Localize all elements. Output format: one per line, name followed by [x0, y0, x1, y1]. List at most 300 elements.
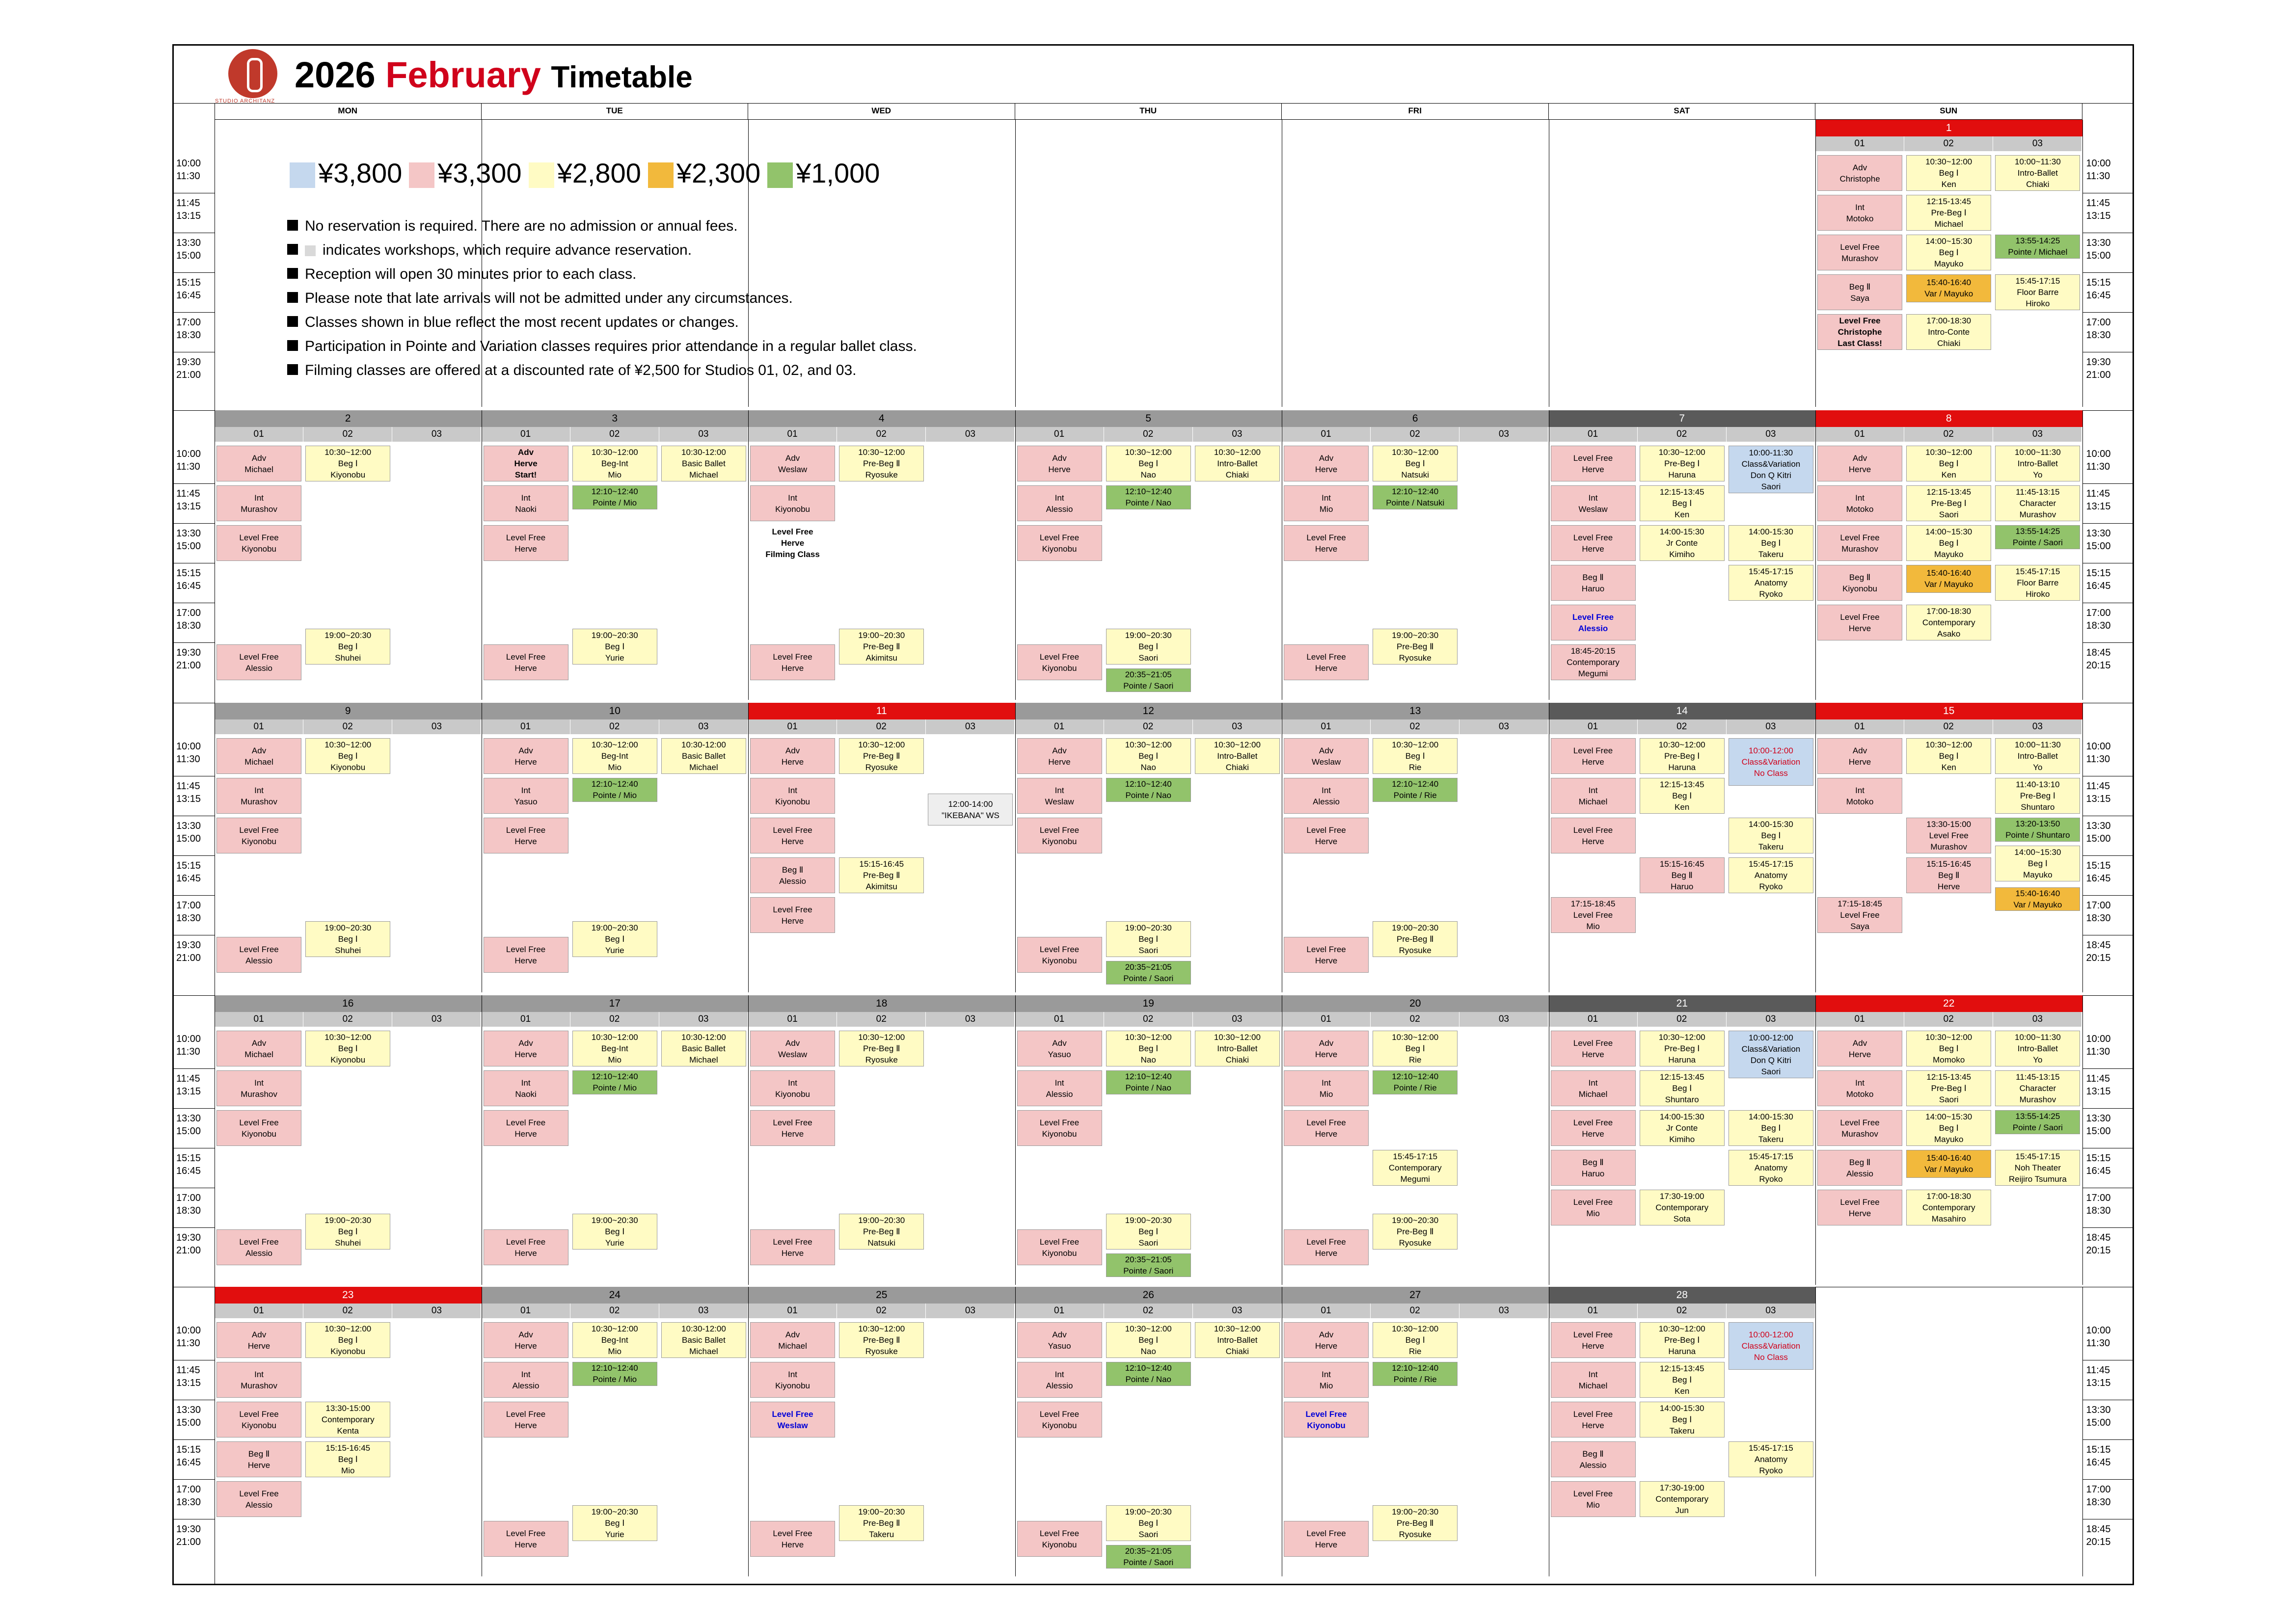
date-bar: 12 [1015, 703, 1282, 719]
class-cell-line: Murashov [1841, 253, 1878, 263]
class-cell-line: Level Free [773, 905, 812, 914]
row-divider [172, 1068, 215, 1069]
class-cell [1729, 738, 1813, 786]
class-cell [1640, 778, 1725, 814]
row-divider [172, 1227, 215, 1228]
date-bar: 22 [1815, 995, 2082, 1012]
studio-label-01: 01 [215, 1304, 303, 1318]
class-cell-line: 19:00~20:30 [324, 1215, 372, 1225]
row-divider [172, 523, 215, 524]
class-cell-line: Pre-Beg Ⅱ [863, 1226, 900, 1236]
class-cell-line: Kenta [337, 1426, 359, 1436]
class-cell-line: Level Free [1573, 745, 1613, 755]
class-cell-line: Level Free [1306, 1528, 1346, 1538]
day-divider [1815, 1287, 1816, 1576]
class-cell-line: Pre-Beg Ⅱ [863, 871, 900, 880]
class-cell [1995, 887, 2080, 911]
class-cell [1906, 1031, 1991, 1066]
class-cell-line: Pointe / Mio [593, 498, 637, 508]
class-cell-line: Kiyonobu [1042, 544, 1077, 554]
time-label-right: 19:30 21:00 [2086, 357, 2111, 380]
class-cell-line: Int [1588, 493, 1598, 503]
class-cell-line: Beg Ⅰ [1939, 168, 1959, 178]
class-cell-line: 20:35~21:05 [1125, 962, 1172, 972]
class-cell-line: Herve [1315, 1049, 1338, 1059]
studio-label-02: 02 [303, 719, 392, 734]
class-cell-line: Intro-Ballet [2017, 1044, 2058, 1053]
class-cell-line: Level Free [1840, 910, 1880, 920]
studio-label-02: 02 [1638, 719, 1727, 734]
class-cell-line: Adv [785, 1038, 800, 1048]
class-cell-line: Saori [1939, 1095, 1959, 1104]
row-divider [2082, 1068, 2134, 1069]
class-cell [1906, 1110, 1991, 1146]
class-cell [1106, 921, 1191, 957]
class-cell [484, 937, 568, 973]
class-cell-line: Level Free [1306, 825, 1346, 835]
row-divider [2082, 523, 2134, 524]
class-cell-line: Chiaki [1225, 1347, 1249, 1356]
class-cell-line: 10:30~12:00 [1658, 1324, 1705, 1333]
class-cell-line: Level Free [1306, 1117, 1346, 1127]
date-bar: 27 [1282, 1287, 1549, 1304]
class-cell-line: 15:45-17:15 [2015, 1152, 2060, 1161]
class-cell [1995, 1110, 2080, 1134]
class-cell [1995, 155, 2080, 191]
title-month: February [385, 54, 541, 95]
studio-label-02: 02 [837, 719, 926, 734]
class-cell [1551, 1481, 1636, 1517]
day-header-sat: SAT [1549, 103, 1816, 120]
class-cell-line: 14:00-15:30 [1659, 1404, 1704, 1413]
studio-label-03: 03 [1993, 719, 2082, 734]
class-cell [750, 778, 835, 814]
class-cell-line: 12:10~12:40 [591, 1072, 638, 1082]
class-cell-line: 10:30~12:00 [591, 740, 638, 749]
class-cell-line: Mio [1319, 504, 1333, 514]
studio-label-02: 02 [1104, 719, 1193, 734]
studio-label-02: 02 [1904, 719, 1993, 734]
class-cell-line: Int [521, 1078, 531, 1088]
date-bar: 8 [1815, 410, 2082, 427]
class-cell-line: Int [521, 1369, 531, 1379]
class-cell-line: 17:30-19:00 [1659, 1192, 1704, 1201]
class-cell-line: Level Free [1840, 612, 1880, 622]
class-cell-line: 10:30~12:00 [1214, 740, 1261, 749]
studio-label-03: 03 [926, 719, 1015, 734]
class-cell-line: Mio [1586, 1208, 1600, 1218]
class-cell [1106, 1545, 1191, 1569]
class-cell-line: Sota [1673, 1214, 1691, 1224]
class-cell [216, 1110, 301, 1146]
class-cell-line: Pre-Beg Ⅰ [1664, 459, 1700, 468]
class-cell-line: Int [1322, 493, 1331, 503]
class-cell [1551, 1031, 1636, 1066]
class-cell-line: Yurie [605, 945, 624, 955]
class-cell-line: Intro-Ballet [2017, 459, 2058, 468]
class-cell-line: Christophe [1839, 174, 1880, 184]
class-cell [1817, 565, 1902, 601]
class-cell [1284, 525, 1369, 561]
row-divider [2082, 1439, 2134, 1440]
class-cell-line: Basic Ballet [681, 751, 726, 761]
class-cell-line: 17:00-18:30 [1926, 607, 1972, 616]
studio-label-03: 03 [659, 1012, 748, 1027]
class-cell-line: Level Free [1039, 532, 1080, 542]
class-cell [1817, 485, 1902, 521]
class-cell [750, 446, 835, 481]
class-cell [484, 1070, 568, 1106]
price-item [529, 157, 641, 189]
class-cell [1817, 1070, 1902, 1106]
class-cell [1729, 1150, 1813, 1186]
class-cell [1995, 525, 2080, 549]
class-cell-line: Yo [2033, 1055, 2043, 1064]
class-cell-line: Herve [514, 544, 537, 554]
class-cell-line: Alessio [245, 663, 272, 673]
class-cell [216, 525, 301, 561]
day-header-fri: FRI [1282, 103, 1549, 120]
class-cell [1284, 446, 1369, 481]
class-cell-line: 10:30~12:00 [1392, 1324, 1439, 1333]
class-cell-line: 17:00-18:30 [1926, 1192, 1972, 1201]
date-bar: 18 [748, 995, 1015, 1012]
class-cell-line: Jun [1675, 1506, 1689, 1515]
class-cell-line: Saori [1761, 1066, 1781, 1076]
class-cell-line: 12:10~12:40 [591, 1363, 638, 1373]
class-cell-line: 12:10~12:40 [1125, 1072, 1172, 1082]
class-cell-line: Ryosuke [865, 470, 898, 479]
day-divider [748, 995, 749, 1285]
class-cell-line: Saori [1939, 510, 1959, 519]
studio-label-03: 03 [659, 427, 748, 442]
class-cell [839, 738, 924, 774]
time-label-right: 13:30 15:00 [2086, 821, 2111, 844]
class-cell-line: 19:00~20:30 [1125, 1507, 1172, 1517]
day-divider [1015, 120, 1016, 407]
class-cell [216, 1322, 301, 1358]
class-cell [1017, 485, 1102, 521]
class-cell-line: Adv [1052, 453, 1067, 463]
class-cell-line: Michael [689, 1055, 718, 1064]
class-cell-line: Pointe / Nao [1125, 1375, 1172, 1384]
class-cell-line: Beg Ⅰ [338, 934, 358, 944]
class-cell [484, 1229, 568, 1265]
class-cell-line: Adv [1319, 1038, 1334, 1048]
class-cell-line: Shuntaro [2021, 802, 2055, 812]
studio-label-01: 01 [1815, 1012, 1904, 1027]
time-label-right: 13:30 15:00 [2086, 238, 2111, 261]
class-cell-line: Ryoko [1759, 1174, 1783, 1184]
class-cell [484, 446, 568, 481]
class-cell-line: Adv [251, 1038, 267, 1048]
class-cell [572, 1362, 657, 1386]
class-cell [572, 1214, 657, 1250]
class-cell [1373, 446, 1458, 481]
class-cell-line: Kiyonobu [1042, 1248, 1077, 1258]
class-cell-line: 19:00~20:30 [1392, 1507, 1439, 1517]
date-bar: 13 [1282, 703, 1549, 719]
class-cell [750, 485, 835, 521]
class-cell-line: Pre-Beg Ⅱ [863, 751, 900, 761]
class-cell-line: Pre-Beg Ⅱ [1397, 1518, 1434, 1528]
time-label-right: 11:45 13:15 [2086, 198, 2111, 221]
class-cell-line: 12:10~12:40 [1125, 1363, 1172, 1373]
class-cell-line: Pre-Beg Ⅰ [2020, 791, 2055, 800]
class-cell-line: Alessio [1046, 1381, 1073, 1390]
studio-label-02: 02 [303, 1012, 392, 1027]
class-cell [661, 1322, 746, 1358]
time-label-right: 15:15 16:45 [2086, 568, 2111, 591]
class-cell-line: 14:00~15:30 [2014, 847, 2061, 857]
class-cell [1373, 921, 1458, 957]
class-cell [1640, 525, 1725, 561]
class-cell [484, 818, 568, 853]
class-cell-line: 10:30~12:00 [591, 1324, 638, 1333]
class-cell [1284, 485, 1369, 521]
price-swatch [767, 162, 793, 188]
class-cell [1906, 485, 1991, 521]
class-cell-line: Beg Ⅰ [1939, 248, 1959, 257]
class-cell-line: 10:30~12:00 [1658, 1033, 1705, 1042]
class-cell-line: Herve [1848, 1208, 1871, 1218]
class-cell-line: Herve [781, 1540, 804, 1549]
class-cell [750, 857, 835, 893]
class-cell-line: Herve [514, 836, 537, 846]
class-cell-line: Michael [778, 1341, 807, 1351]
class-cell-line: Adv [785, 453, 800, 463]
class-cell-line: Adv [1319, 745, 1334, 755]
class-cell-line: 12:15-13:45 [1926, 487, 1972, 497]
class-cell-line: 12:15-13:45 [1659, 1072, 1704, 1082]
class-cell-line: Jr Conte [1666, 1123, 1698, 1133]
price-label: ¥2,800 [557, 158, 641, 188]
class-cell-line: Saori [1138, 653, 1159, 663]
class-cell [1640, 1110, 1725, 1146]
date-bar: 21 [1549, 995, 1816, 1012]
class-cell-line: 15:45-17:15 [2015, 276, 2060, 286]
class-cell-line: Basic Ballet [681, 1335, 726, 1345]
studio-label-01: 01 [1549, 719, 1638, 734]
date-bar: 9 [215, 703, 482, 719]
note-text: Classes shown in blue reflect the most recent updates or changes. [305, 314, 739, 330]
class-cell [750, 897, 835, 933]
day-header-mon: MON [215, 103, 482, 120]
class-cell [305, 446, 390, 481]
class-cell-line: Michael [689, 763, 718, 772]
note-item [287, 310, 917, 334]
date-bar: 16 [215, 995, 482, 1012]
class-cell [216, 1031, 301, 1066]
class-cell-line: 10:30~12:00 [324, 740, 372, 749]
class-cell-line: Anatomy [1754, 1163, 1787, 1172]
class-cell-line: Beg Ⅰ [338, 1044, 358, 1053]
row-divider [172, 1439, 215, 1440]
class-cell [1906, 235, 1991, 270]
time-label-left: 15:15 16:45 [176, 277, 201, 301]
price-swatch [529, 162, 554, 188]
class-cell-line: Ryoko [1759, 589, 1783, 599]
bullet-square-icon [287, 268, 298, 279]
class-cell-line: 12:15-13:45 [1659, 780, 1704, 789]
class-cell [1551, 778, 1636, 814]
class-cell-line: Level Free [1039, 1117, 1080, 1127]
header-divider [172, 103, 2134, 104]
class-cell-line: Beg Ⅰ [1405, 1044, 1425, 1053]
class-cell-line: 15:45-17:15 [2015, 567, 2060, 576]
class-cell [1106, 1505, 1191, 1541]
class-cell-line: Level Free [772, 527, 813, 536]
class-cell [1284, 644, 1369, 680]
class-cell-line: Herve [1582, 1341, 1604, 1351]
class-cell-line: Megumi [1578, 669, 1608, 678]
note-text: Filming classes are offered at a discounted rate of ¥2,500 for Studios 01, 02, and 03. [305, 362, 857, 378]
class-cell [1017, 1070, 1102, 1106]
class-cell [1995, 235, 2080, 259]
date-bar: 17 [482, 995, 749, 1012]
class-cell-line: Saori [1761, 481, 1781, 491]
studio-label-01: 01 [1549, 427, 1638, 442]
class-cell-line: Herve [1848, 757, 1871, 767]
class-cell [216, 1362, 301, 1398]
class-cell-line: Contemporary [321, 1415, 375, 1424]
class-cell-line: Adv [1852, 745, 1867, 755]
class-cell-line: Basic Ballet [681, 459, 726, 468]
class-cell [484, 1322, 568, 1358]
price-item [290, 157, 402, 189]
class-cell-line: Beg Ⅰ [1939, 1123, 1959, 1133]
class-cell-line: Beg Ⅱ [1582, 1157, 1604, 1167]
class-cell-line: Level Free [1840, 242, 1880, 252]
class-cell [305, 738, 390, 774]
studio-label-03: 03 [1459, 1304, 1548, 1318]
class-cell-line: Level Free [1840, 532, 1880, 542]
class-cell [572, 446, 657, 481]
class-cell-line: Level Free [1839, 316, 1881, 325]
class-cell [1551, 1402, 1636, 1437]
class-cell-line: Level Free [506, 1117, 546, 1127]
class-cell-line: 10:30~12:00 [591, 1033, 638, 1042]
class-cell-line: Shuhei [335, 653, 361, 663]
class-cell-line: Adv [251, 453, 267, 463]
class-cell-line: 19:00~20:30 [1392, 923, 1439, 932]
class-cell-line: Level Free [773, 1528, 812, 1538]
time-label-left: 13:30 15:00 [176, 238, 201, 261]
workshop-swatch [305, 245, 316, 256]
class-cell [1106, 1362, 1191, 1386]
class-cell-line: Level Free [773, 652, 812, 662]
class-cell-line: 10:30~12:00 [1125, 448, 1172, 457]
class-cell [216, 1070, 301, 1106]
class-cell-line: Level Free [1573, 453, 1613, 463]
class-cell-line: Michael [689, 1347, 718, 1356]
class-cell-line: 10:30~12:00 [1925, 1033, 1972, 1042]
class-cell-line: Kiyonobu [1042, 1129, 1077, 1139]
class-cell [1817, 446, 1902, 481]
class-cell [572, 921, 657, 957]
class-cell-line: 10:30~12:00 [324, 1324, 372, 1333]
time-label-right: 17:00 18:30 [2086, 1193, 2111, 1216]
studio-label-01: 01 [482, 427, 570, 442]
class-cell-line: Level Free [1572, 612, 1614, 622]
class-cell [1017, 1521, 1102, 1557]
class-cell-line: 15:15-16:45 [325, 1443, 371, 1453]
class-cell-line: 10:30~12:00 [324, 448, 372, 457]
class-cell-line: Alessio [1846, 1169, 1873, 1178]
class-cell [839, 1031, 924, 1066]
class-cell-line: Beg Ⅰ [1138, 1335, 1159, 1345]
class-cell [1995, 274, 2080, 310]
studio-label-02: 02 [1638, 427, 1727, 442]
class-cell-line: 15:45-17:15 [1749, 567, 1793, 576]
time-label-left: 11:45 13:15 [176, 781, 201, 804]
class-cell-line: No Class [1754, 1353, 1788, 1362]
studio-label-02: 02 [1904, 1012, 1993, 1027]
class-cell-line: Level Free [1039, 825, 1080, 835]
note-item [287, 262, 917, 286]
class-cell-line: Kiyonobu [242, 544, 277, 554]
class-cell-line: Level Free [1573, 1330, 1613, 1339]
price-label: ¥1,000 [796, 158, 880, 188]
class-cell [1551, 485, 1636, 521]
class-cell-line: Int [1588, 1078, 1598, 1088]
class-cell-line: Var / Mayuko [1924, 580, 1973, 589]
class-cell [1906, 274, 1991, 302]
class-cell [1284, 1402, 1369, 1437]
class-cell-line: Mio [608, 763, 621, 772]
title-year: 2026 [295, 54, 376, 95]
class-cell-line: Kiyonobu [1042, 1540, 1077, 1549]
time-label-right: 17:00 18:30 [2086, 900, 2111, 924]
class-cell [1906, 605, 1991, 640]
class-cell [1373, 1505, 1458, 1541]
class-cell-line: Weslaw [777, 1420, 808, 1430]
studio-label-01: 01 [1015, 1304, 1104, 1318]
studio-label-01: 01 [1815, 136, 1904, 151]
class-cell-line: 14:00~15:30 [1925, 527, 1972, 536]
class-cell [1729, 565, 1813, 601]
class-cell-line: Herve [514, 1420, 537, 1430]
class-cell-line: Nao [1140, 1055, 1156, 1064]
studio-label-02: 02 [1638, 1012, 1727, 1027]
studio-label-03: 03 [1193, 719, 1282, 734]
class-cell [1551, 565, 1636, 601]
class-cell-line: Takeru [1669, 1426, 1695, 1436]
class-cell [1284, 1070, 1369, 1106]
class-cell-line: 14:00~15:30 [1925, 237, 1972, 246]
time-label-right: 15:15 16:45 [2086, 277, 2111, 301]
class-cell-line: Beg Ⅰ [1138, 641, 1159, 651]
class-cell-line: Int [1855, 785, 1865, 795]
class-cell [484, 1110, 568, 1146]
class-cell [216, 1402, 301, 1437]
class-cell-line: Herve [1315, 1129, 1338, 1139]
studio-label-03: 03 [926, 427, 1015, 442]
class-cell-line: Intro-Ballet [1217, 751, 1258, 761]
class-cell-line: Yo [2033, 763, 2043, 772]
class-cell-line: Basic Ballet [681, 1044, 726, 1053]
class-cell-line: Haruna [1668, 1055, 1696, 1064]
class-cell [1906, 446, 1991, 481]
time-label-left: 10:00 11:30 [176, 158, 201, 182]
class-cell-line: Weslaw [778, 1049, 808, 1059]
time-label-right: 11:45 13:15 [2086, 781, 2111, 804]
class-cell [1017, 1110, 1102, 1146]
class-cell-line: 15:15-16:45 [1926, 859, 1972, 869]
class-cell-line: 15:40-16:40 [1926, 568, 1972, 578]
class-cell [1995, 565, 2080, 601]
time-label-right: 10:00 11:30 [2086, 741, 2111, 765]
